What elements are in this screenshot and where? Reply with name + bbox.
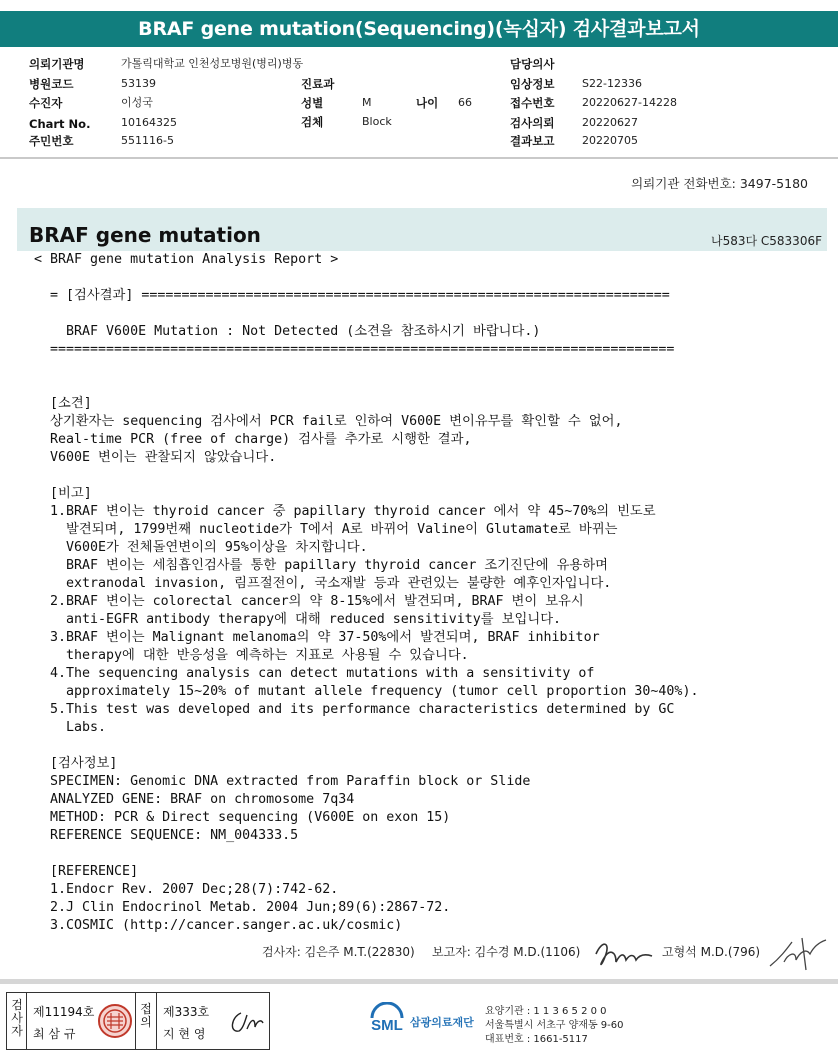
report-line: 2.BRAF 변이는 colorectal cancer의 약 8-15%에서 발견되며, BRAF 변이 보유시	[34, 594, 584, 609]
inspector-license-no: 제11194호	[33, 1005, 95, 1019]
report-line: 3.COSMIC (http://cancer.sanger.ac.uk/cosmic)	[34, 918, 403, 933]
report-line: METHOD: PCR & Direct sequencing (V600E on exon 15)	[34, 810, 451, 825]
age-value: 66	[458, 96, 472, 109]
report-line: anti-EGFR antibody therapy에 대해 reduced sensitivity를 보입니다.	[34, 612, 562, 627]
receipt-no-label: 접수번호	[510, 96, 555, 110]
examiner-signature: 검사자: 김은주 M.T.(22830)	[262, 945, 415, 959]
report-line: Real-time PCR (free of charge) 검사를 추가로 시행한 결과,	[34, 432, 472, 447]
report-line	[34, 737, 698, 755]
pathologist-handwritten-signature	[766, 932, 830, 974]
sml-logo-text: SML	[371, 1017, 403, 1034]
report-line: < BRAF gene mutation Analysis Report >	[34, 252, 339, 267]
report-line: 상기환자는 sequencing 검사에서 PCR fail로 인하여 V600E 변이유무를 확인할 수 없어,	[34, 414, 623, 429]
sml-address: 서울특별시 서초구 양재동 9-60	[485, 1020, 624, 1031]
clinical-info-label: 임상정보	[510, 77, 555, 91]
hospital-code-value: 53139	[121, 77, 156, 90]
sml-foundation-name: 삼광의료재단	[410, 1016, 474, 1029]
chart-no-value: 10164325	[121, 116, 177, 129]
physician-label: 담당의사	[510, 57, 555, 71]
report-line: extranodal invasion, 림프절전이, 국소재발 등과 관련있는 불량한 예후인자입니다.	[34, 576, 612, 591]
report-line: REFERENCE SEQUENCE: NM_004333.5	[34, 828, 299, 843]
specimen-value: Block	[362, 115, 392, 128]
confirmer-license-no: 제333호	[163, 1005, 210, 1019]
report-line: approximately 15~20% of mutant allele frequency (tumor cell proportion 30~40%).	[34, 684, 699, 699]
report-date-label: 결과보고	[510, 134, 555, 148]
inspector-vertical-label: 검사자	[11, 998, 23, 1038]
sml-logo-icon	[366, 1002, 408, 1034]
report-line	[34, 359, 698, 377]
section-title: BRAF gene mutation	[29, 223, 261, 247]
request-date-label: 검사의뢰	[510, 116, 555, 130]
official-seal-icon	[97, 1003, 133, 1039]
report-line: = [검사결과] ==================================================================	[34, 288, 670, 303]
specimen-label: 검체	[301, 115, 324, 129]
report-line: BRAF V600E Mutation : Not Detected (소견을 참조하시기 바랍니다.)	[34, 324, 541, 339]
report-line	[34, 269, 698, 287]
ordering-org-value: 가톨릭대학교 인천성모병원(병리)병동	[121, 57, 304, 70]
chart-no-label: Chart No.	[29, 117, 91, 131]
report-line: ANALYZED GENE: BRAF on chromosome 7q34	[34, 792, 355, 807]
inspector-name: 최 삼 규	[33, 1027, 76, 1041]
report-body	[34, 251, 698, 935]
report-line: 1.Endocr Rev. 2007 Dec;28(7):742-62.	[34, 882, 339, 897]
report-line: [비고]	[34, 486, 92, 501]
pathologist-signature: 고형석 M.D.(796)	[662, 945, 761, 959]
recipient-label: 수진자	[29, 96, 63, 110]
ordering-org-phone: 의뢰기관 전화번호: 3497-5180	[631, 176, 808, 191]
report-line: 2.J Clin Endocrinol Metab. 2004 Jun;89(6):2867-72.	[34, 900, 451, 915]
report-line: 3.BRAF 변이는 Malignant melanoma의 약 37-50%에서 발견되며, BRAF inhibitor	[34, 630, 600, 645]
ordering-org-label: 의뢰기관명	[29, 57, 85, 71]
sex-label: 성별	[301, 96, 324, 110]
report-line: ==============================================================================	[34, 342, 675, 357]
confirmer-handwritten-signature	[227, 1005, 267, 1039]
care-org-number: 요양기관 : 1 1 3 6 5 2 0 0	[485, 1006, 607, 1017]
footer-divider	[0, 979, 838, 984]
report-line: 발견되며, 1799번째 nucleotide가 T에서 A로 바뀌어 Valine이 Glutamate로 바뀌는	[34, 522, 618, 537]
report-line	[34, 377, 698, 395]
report-line: [검사정보]	[34, 756, 118, 771]
confirmer-name: 지 현 영	[163, 1027, 206, 1041]
hospital-code-label: 병원코드	[29, 77, 74, 91]
reporter-signature: 보고자: 김수경 M.D.(1106)	[432, 945, 581, 959]
report-line: therapy에 대한 반응성을 예측하는 지표로 사용될 수 있습니다.	[34, 648, 469, 663]
report-line: 4.The sequencing analysis can detect mutations with a sensitivity of	[34, 666, 595, 681]
header-divider	[0, 157, 838, 159]
report-line	[34, 305, 698, 323]
report-line: SPECIMEN: Genomic DNA extracted from Paraffin block or Slide	[34, 774, 531, 789]
sex-value: M	[362, 96, 372, 109]
report-line: [소견]	[34, 396, 92, 411]
department-label: 진료과	[301, 77, 335, 91]
report-line	[34, 467, 698, 485]
resident-no-label: 주민번호	[29, 134, 74, 148]
certification-box	[6, 992, 270, 1050]
report-line	[34, 845, 698, 863]
report-title: BRAF gene mutation(Sequencing)(녹십자) 검사결과보고서	[0, 11, 838, 47]
report-line: Labs.	[34, 720, 107, 735]
report-line: 5.This test was developed and its performance characteristics determined by GC	[34, 702, 675, 717]
receipt-no-value: 20220627-14228	[582, 96, 677, 109]
age-label: 나이	[416, 96, 439, 110]
clinical-info-value: S22-12336	[582, 77, 642, 90]
report-line: [REFERENCE]	[34, 864, 139, 879]
section-code: 나583다 C583306F	[711, 234, 822, 248]
report-date-value: 20220705	[582, 134, 638, 147]
report-line: BRAF 변이는 세침흡인검사를 통한 papillary thyroid cancer 조기진단에 유용하며	[34, 558, 608, 573]
recipient-value: 이성국	[121, 96, 153, 109]
confirmer-vertical-label: 접의	[140, 1002, 152, 1029]
reporter-handwritten-signature	[592, 932, 658, 972]
report-line: 1.BRAF 변이는 thyroid cancer 중 papillary thyroid cancer 에서 약 45~70%의 빈도로	[34, 504, 656, 519]
resident-no-value: 551116-5	[121, 134, 174, 147]
report-line: V600E가 전체돌연변이의 95%이상을 차지합니다.	[34, 540, 368, 555]
sml-main-phone: 대표번호 : 1661-5117	[485, 1034, 588, 1045]
request-date-value: 20220627	[582, 116, 638, 129]
report-line: V600E 변이는 관찰되지 않았습니다.	[34, 450, 277, 465]
